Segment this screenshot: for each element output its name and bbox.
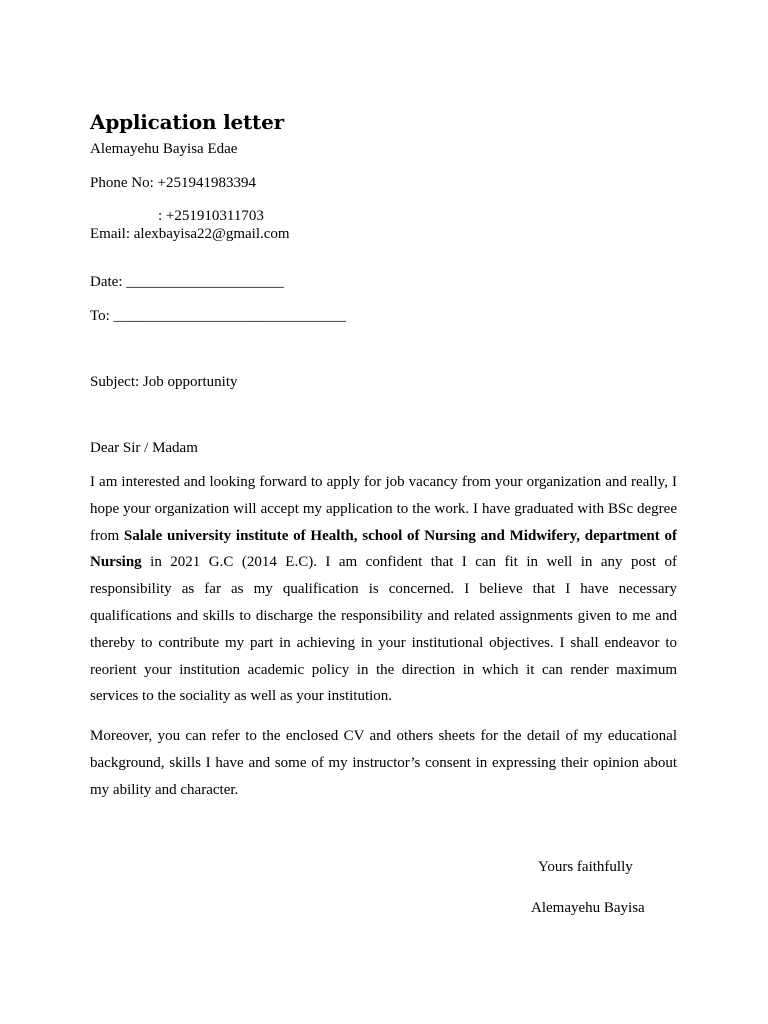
salutation: Dear Sir / Madam [90,440,198,456]
signature-name: Alemayehu Bayisa [531,900,645,916]
paragraph-1-text-start: I am interested and looking forward to apply for job vacancy from your organization and really, I hope your organization will accept my application to the work. I have graduated with BSc degree from [90,474,677,544]
email-line: Email: alexbayisa22@gmail.com [90,226,290,242]
recipient-line: To: _______________________________ [90,308,347,324]
closing-phrase: Yours faithfully [538,859,633,875]
paragraph-1-text-end: in 2021 G.C (2014 E.C). I am confident that I can fit in well in any post of responsibility as far as my qualification is concerned. I believe that I have necessary qualifications and skills to discharge the responsibility and related assignments given to me and thereby to contribute my part in achieving in your institutional objectives. I shall endeavor to reorient your institution academic policy in the direction in which it can render maximum services to the sociality as well as your institution. [90,554,677,705]
body-paragraph-2: Moreover, you can refer to the enclosed CV and others sheets for the detail of my educational background, skills I have and some of my instructor’s consent in expressing their opinion about my ability and character. [90,728,677,798]
paragraph-1-institution-bold: Salale university institute of Health, school of Nursing and Midwifery, department of Nursing [90,527,677,571]
sender-name: Alemayehu Bayisa Edae [90,141,238,157]
phone-number-line-2: : +251910311703 [158,208,264,224]
subject-line: Subject: Job opportunity [90,374,238,390]
body-paragraph-1 [90,469,677,710]
date-line: Date: _____________________ [90,274,284,290]
page-title: Application letter [90,110,284,134]
phone-number-line: Phone No: +251941983394 [90,175,256,191]
